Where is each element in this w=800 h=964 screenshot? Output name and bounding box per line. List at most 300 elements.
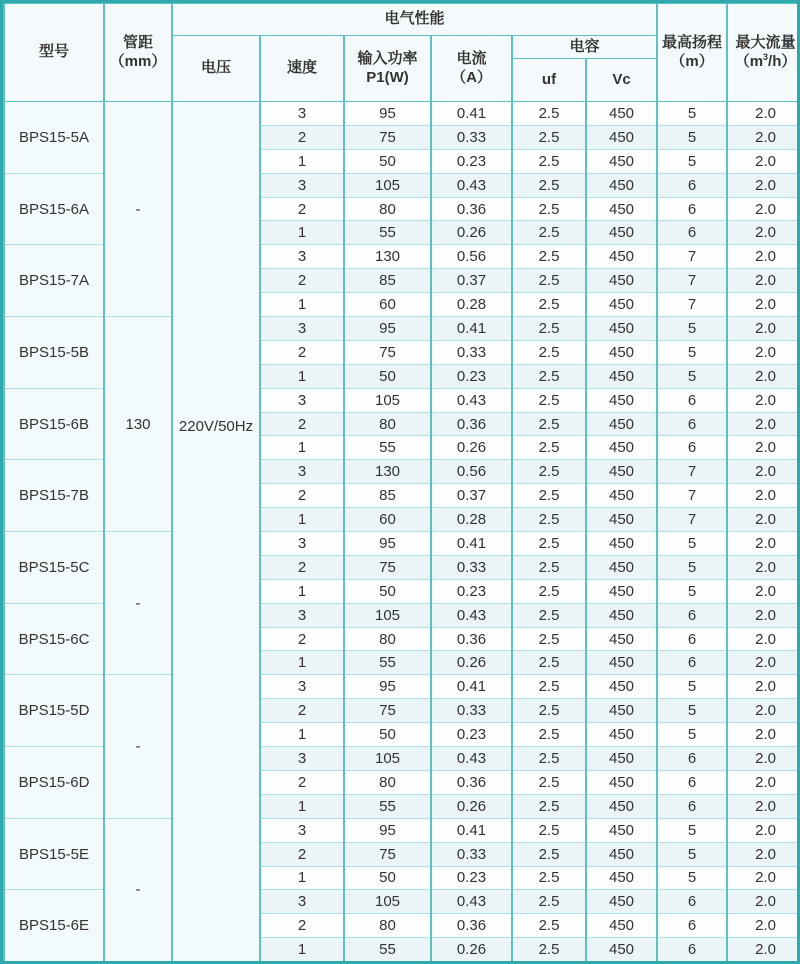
header-current-line2: （A） — [451, 68, 492, 86]
current-cell: 0.26 — [431, 221, 512, 245]
flow-cell: 2.0 — [727, 699, 800, 723]
vc-cell: 450 — [586, 412, 657, 436]
power-cell: 130 — [344, 460, 431, 484]
speed-cell: 2 — [260, 842, 344, 866]
speed-cell: 3 — [260, 532, 344, 556]
current-cell: 0.41 — [431, 532, 512, 556]
head-cell: 7 — [657, 293, 727, 317]
current-cell: 0.23 — [431, 364, 512, 388]
pipe-distance-cell: - — [104, 675, 172, 818]
vc-cell: 450 — [586, 532, 657, 556]
uf-cell: 2.5 — [512, 125, 586, 149]
head-cell: 6 — [657, 747, 727, 771]
header-model-label: 型号 — [38, 43, 69, 61]
voltage-cell: 220V/50Hz — [172, 102, 260, 962]
head-cell: 6 — [657, 627, 727, 651]
current-cell: 0.37 — [431, 484, 512, 508]
head-cell: 5 — [657, 149, 727, 173]
current-cell: 0.36 — [431, 197, 512, 221]
flow-cell: 2.0 — [727, 125, 800, 149]
uf-cell: 2.5 — [512, 938, 586, 962]
flow-cell: 2.0 — [727, 173, 800, 197]
uf-cell: 2.5 — [512, 747, 586, 771]
power-cell: 130 — [344, 245, 431, 269]
vc-cell: 450 — [586, 388, 657, 412]
uf-cell: 2.5 — [512, 221, 586, 245]
power-cell: 50 — [344, 723, 431, 747]
head-cell: 6 — [657, 221, 727, 245]
flow-cell: 2.0 — [727, 317, 800, 341]
vc-cell: 450 — [586, 794, 657, 818]
flow-cell: 2.0 — [727, 579, 800, 603]
pipe-distance-cell: - — [104, 532, 172, 675]
head-cell: 6 — [657, 890, 727, 914]
model-cell: BPS15-5A — [4, 102, 104, 174]
pump-spec-table — [3, 3, 800, 962]
speed-cell: 1 — [260, 651, 344, 675]
uf-cell: 2.5 — [512, 890, 586, 914]
flow-cell: 2.0 — [727, 532, 800, 556]
current-cell: 0.43 — [431, 173, 512, 197]
head-cell: 5 — [657, 102, 727, 126]
vc-cell: 450 — [586, 436, 657, 460]
power-cell: 50 — [344, 866, 431, 890]
head-cell: 5 — [657, 842, 727, 866]
current-cell: 0.33 — [431, 555, 512, 579]
header-current-line1: 电流 — [456, 49, 487, 67]
head-cell: 5 — [657, 818, 727, 842]
current-cell: 0.26 — [431, 938, 512, 962]
uf-cell: 2.5 — [512, 102, 586, 126]
power-cell: 75 — [344, 555, 431, 579]
flow-cell: 2.0 — [727, 627, 800, 651]
current-cell: 0.33 — [431, 340, 512, 364]
current-cell: 0.41 — [431, 102, 512, 126]
speed-cell: 3 — [260, 818, 344, 842]
vc-cell: 450 — [586, 245, 657, 269]
header-speed — [260, 36, 344, 102]
header-input-power-line1: 输入功率 — [357, 49, 418, 67]
vc-cell: 450 — [586, 173, 657, 197]
model-cell: BPS15-6A — [4, 173, 104, 245]
flow-cell: 2.0 — [727, 388, 800, 412]
uf-cell: 2.5 — [512, 317, 586, 341]
head-cell: 6 — [657, 770, 727, 794]
uf-cell: 2.5 — [512, 532, 586, 556]
head-cell: 6 — [657, 603, 727, 627]
model-cell: BPS15-5B — [4, 317, 104, 389]
header-input-power-line2: P1(W) — [366, 68, 409, 86]
uf-cell: 2.5 — [512, 364, 586, 388]
head-cell: 5 — [657, 699, 727, 723]
header-max-flow-line1: 最大流量 — [735, 33, 796, 51]
vc-cell: 450 — [586, 866, 657, 890]
vc-cell: 450 — [586, 197, 657, 221]
uf-cell: 2.5 — [512, 675, 586, 699]
flow-cell: 2.0 — [727, 102, 800, 126]
flow-cell: 2.0 — [727, 890, 800, 914]
speed-cell: 2 — [260, 340, 344, 364]
flow-cell: 2.0 — [727, 340, 800, 364]
speed-cell: 3 — [260, 388, 344, 412]
flow-cell: 2.0 — [727, 460, 800, 484]
pipe-distance-cell: - — [104, 102, 172, 317]
flow-cell: 2.0 — [727, 484, 800, 508]
head-cell: 7 — [657, 269, 727, 293]
power-cell: 75 — [344, 340, 431, 364]
speed-cell: 1 — [260, 938, 344, 962]
power-cell: 95 — [344, 317, 431, 341]
header-electrical-performance — [172, 4, 657, 36]
current-cell: 0.28 — [431, 293, 512, 317]
head-cell: 6 — [657, 914, 727, 938]
head-cell: 7 — [657, 460, 727, 484]
speed-cell: 2 — [260, 412, 344, 436]
head-cell: 6 — [657, 412, 727, 436]
flow-cell: 2.0 — [727, 747, 800, 771]
head-cell: 5 — [657, 866, 727, 890]
head-cell: 6 — [657, 197, 727, 221]
speed-cell: 2 — [260, 269, 344, 293]
vc-cell: 450 — [586, 484, 657, 508]
current-cell: 0.36 — [431, 914, 512, 938]
head-cell: 6 — [657, 651, 727, 675]
vc-cell: 450 — [586, 651, 657, 675]
current-cell: 0.33 — [431, 699, 512, 723]
uf-cell: 2.5 — [512, 436, 586, 460]
uf-cell: 2.5 — [512, 340, 586, 364]
power-cell: 105 — [344, 173, 431, 197]
uf-cell: 2.5 — [512, 460, 586, 484]
head-cell: 6 — [657, 938, 727, 962]
header-electrical-performance-label: 电气性能 — [384, 10, 445, 28]
vc-cell: 450 — [586, 125, 657, 149]
power-cell: 80 — [344, 914, 431, 938]
uf-cell: 2.5 — [512, 555, 586, 579]
uf-cell: 2.5 — [512, 412, 586, 436]
spec-row — [4, 102, 800, 126]
head-cell: 5 — [657, 340, 727, 364]
uf-cell: 2.5 — [512, 770, 586, 794]
current-cell: 0.56 — [431, 460, 512, 484]
speed-cell: 3 — [260, 173, 344, 197]
header-max-head-line2: （m） — [670, 52, 714, 70]
current-cell: 0.56 — [431, 245, 512, 269]
uf-cell: 2.5 — [512, 914, 586, 938]
head-cell: 6 — [657, 173, 727, 197]
vc-cell: 450 — [586, 221, 657, 245]
current-cell: 0.41 — [431, 317, 512, 341]
header-vc-label: Vc — [612, 70, 631, 88]
flow-cell: 2.0 — [727, 842, 800, 866]
power-cell: 55 — [344, 651, 431, 675]
uf-cell: 2.5 — [512, 579, 586, 603]
current-cell: 0.28 — [431, 508, 512, 532]
speed-cell: 1 — [260, 221, 344, 245]
spec-table-body — [4, 102, 800, 962]
speed-cell: 3 — [260, 603, 344, 627]
flow-cell: 2.0 — [727, 555, 800, 579]
current-cell: 0.26 — [431, 651, 512, 675]
speed-cell: 1 — [260, 866, 344, 890]
current-cell: 0.36 — [431, 627, 512, 651]
head-cell: 5 — [657, 579, 727, 603]
uf-cell: 2.5 — [512, 794, 586, 818]
current-cell: 0.36 — [431, 412, 512, 436]
header-capacitance — [512, 36, 657, 59]
speed-cell: 2 — [260, 627, 344, 651]
current-cell: 0.23 — [431, 723, 512, 747]
uf-cell: 2.5 — [512, 627, 586, 651]
power-cell: 105 — [344, 890, 431, 914]
vc-cell: 450 — [586, 699, 657, 723]
current-cell: 0.26 — [431, 436, 512, 460]
spec-row — [4, 317, 800, 341]
vc-cell: 450 — [586, 675, 657, 699]
header-current — [431, 36, 512, 102]
vc-cell: 450 — [586, 770, 657, 794]
power-cell: 55 — [344, 436, 431, 460]
speed-cell: 2 — [260, 125, 344, 149]
current-cell: 0.37 — [431, 269, 512, 293]
speed-cell: 3 — [260, 460, 344, 484]
vc-cell: 450 — [586, 747, 657, 771]
speed-cell: 1 — [260, 508, 344, 532]
current-cell: 0.33 — [431, 125, 512, 149]
flow-cell: 2.0 — [727, 269, 800, 293]
speed-cell: 2 — [260, 699, 344, 723]
model-cell: BPS15-5D — [4, 675, 104, 747]
header-voltage — [172, 36, 260, 102]
flow-cell: 2.0 — [727, 245, 800, 269]
vc-cell: 450 — [586, 555, 657, 579]
head-cell: 6 — [657, 436, 727, 460]
header-pipe-distance-line2: （mm） — [109, 52, 167, 70]
power-cell: 75 — [344, 125, 431, 149]
vc-cell: 450 — [586, 269, 657, 293]
power-cell: 60 — [344, 293, 431, 317]
flow-cell: 2.0 — [727, 914, 800, 938]
vc-cell: 450 — [586, 460, 657, 484]
current-cell: 0.43 — [431, 747, 512, 771]
cube-superscript: 3 — [763, 51, 769, 62]
vc-cell: 450 — [586, 102, 657, 126]
current-cell: 0.23 — [431, 579, 512, 603]
power-cell: 75 — [344, 699, 431, 723]
current-cell: 0.36 — [431, 770, 512, 794]
uf-cell: 2.5 — [512, 818, 586, 842]
uf-cell: 2.5 — [512, 388, 586, 412]
flow-cell: 2.0 — [727, 938, 800, 962]
power-cell: 55 — [344, 221, 431, 245]
power-cell: 95 — [344, 532, 431, 556]
head-cell: 5 — [657, 532, 727, 556]
uf-cell: 2.5 — [512, 723, 586, 747]
header-speed-label: 速度 — [286, 59, 317, 77]
speed-cell: 2 — [260, 484, 344, 508]
speed-cell: 1 — [260, 364, 344, 388]
vc-cell: 450 — [586, 938, 657, 962]
vc-cell: 450 — [586, 293, 657, 317]
flow-cell: 2.0 — [727, 412, 800, 436]
current-cell: 0.23 — [431, 149, 512, 173]
current-cell: 0.43 — [431, 388, 512, 412]
speed-cell: 2 — [260, 770, 344, 794]
pipe-distance-cell: 130 — [104, 317, 172, 532]
power-cell: 105 — [344, 388, 431, 412]
flow-cell: 2.0 — [727, 221, 800, 245]
flow-cell: 2.0 — [727, 723, 800, 747]
head-cell: 7 — [657, 245, 727, 269]
flow-cell: 2.0 — [727, 364, 800, 388]
spec-row — [4, 818, 800, 842]
speed-cell: 2 — [260, 914, 344, 938]
speed-cell: 3 — [260, 675, 344, 699]
header-max-flow-line2: $(m^3/h)$ — [734, 51, 797, 70]
speed-cell: 3 — [260, 317, 344, 341]
vc-cell: 450 — [586, 579, 657, 603]
power-cell: 60 — [344, 508, 431, 532]
current-cell: 0.41 — [431, 818, 512, 842]
vc-cell: 450 — [586, 317, 657, 341]
power-cell: 85 — [344, 269, 431, 293]
speed-cell: 3 — [260, 890, 344, 914]
spec-table-header — [4, 4, 800, 102]
uf-cell: 2.5 — [512, 149, 586, 173]
uf-cell: 2.5 — [512, 508, 586, 532]
spec-row — [4, 532, 800, 556]
head-cell: 6 — [657, 794, 727, 818]
speed-cell: 1 — [260, 436, 344, 460]
flow-cell: 2.0 — [727, 508, 800, 532]
head-cell: 5 — [657, 364, 727, 388]
current-cell: 0.33 — [431, 842, 512, 866]
vc-cell: 450 — [586, 723, 657, 747]
model-cell: BPS15-7A — [4, 245, 104, 317]
power-cell: 55 — [344, 938, 431, 962]
uf-cell: 2.5 — [512, 197, 586, 221]
flow-cell: 2.0 — [727, 651, 800, 675]
uf-cell: 2.5 — [512, 269, 586, 293]
speed-cell: 3 — [260, 747, 344, 771]
vc-cell: 450 — [586, 603, 657, 627]
power-cell: 85 — [344, 484, 431, 508]
vc-cell: 450 — [586, 890, 657, 914]
flow-cell: 2.0 — [727, 436, 800, 460]
speed-cell: 1 — [260, 794, 344, 818]
uf-cell: 2.5 — [512, 699, 586, 723]
vc-cell: 450 — [586, 914, 657, 938]
model-cell: BPS15-6D — [4, 747, 104, 819]
spec-row — [4, 675, 800, 699]
head-cell: 5 — [657, 675, 727, 699]
head-cell: 5 — [657, 317, 727, 341]
power-cell: 80 — [344, 197, 431, 221]
header-max-head — [657, 4, 727, 102]
current-cell: 0.23 — [431, 866, 512, 890]
current-cell: 0.41 — [431, 675, 512, 699]
model-cell: BPS15-5C — [4, 532, 104, 604]
uf-cell: 2.5 — [512, 603, 586, 627]
power-cell: 50 — [344, 579, 431, 603]
power-cell: 105 — [344, 603, 431, 627]
flow-cell: 2.0 — [727, 675, 800, 699]
power-cell: 80 — [344, 412, 431, 436]
flow-cell: 2.0 — [727, 794, 800, 818]
uf-cell: 2.5 — [512, 245, 586, 269]
model-cell: BPS15-6B — [4, 388, 104, 460]
flow-cell: 2.0 — [727, 149, 800, 173]
head-cell: 6 — [657, 388, 727, 412]
flow-cell: 2.0 — [727, 770, 800, 794]
power-cell: 75 — [344, 842, 431, 866]
vc-cell: 450 — [586, 842, 657, 866]
head-cell: 5 — [657, 555, 727, 579]
uf-cell: 2.5 — [512, 173, 586, 197]
header-voltage-label: 电压 — [200, 59, 231, 77]
model-cell: BPS15-7B — [4, 460, 104, 532]
vc-cell: 450 — [586, 340, 657, 364]
uf-cell: 2.5 — [512, 484, 586, 508]
vc-cell: 450 — [586, 627, 657, 651]
vc-cell: 450 — [586, 508, 657, 532]
speed-cell: 2 — [260, 197, 344, 221]
model-cell: BPS15-6C — [4, 603, 104, 675]
power-cell: 50 — [344, 364, 431, 388]
header-capacitance-label: 电容 — [569, 37, 600, 55]
power-cell: 95 — [344, 818, 431, 842]
pipe-distance-cell: - — [104, 818, 172, 961]
current-cell: 0.43 — [431, 890, 512, 914]
speed-cell: 1 — [260, 579, 344, 603]
head-cell: 7 — [657, 484, 727, 508]
header-max-flow — [727, 4, 800, 102]
power-cell: 105 — [344, 747, 431, 771]
power-cell: 95 — [344, 102, 431, 126]
header-capacitance-vc — [586, 59, 657, 102]
speed-cell: 2 — [260, 555, 344, 579]
vc-cell: 450 — [586, 149, 657, 173]
uf-cell: 2.5 — [512, 651, 586, 675]
flow-cell: 2.0 — [727, 293, 800, 317]
power-cell: 95 — [344, 675, 431, 699]
speed-cell: 3 — [260, 245, 344, 269]
flow-cell: 2.0 — [727, 197, 800, 221]
header-max-head-line1: 最高扬程 — [662, 33, 723, 51]
vc-cell: 450 — [586, 818, 657, 842]
header-model — [4, 4, 104, 102]
uf-cell: 2.5 — [512, 866, 586, 890]
header-pipe-distance-line1: 管距 — [122, 33, 153, 51]
header-pipe-distance — [104, 4, 172, 102]
power-cell: 80 — [344, 627, 431, 651]
power-cell: 50 — [344, 149, 431, 173]
header-input-power — [344, 36, 431, 102]
model-cell: BPS15-6E — [4, 890, 104, 962]
speed-cell: 3 — [260, 102, 344, 126]
speed-cell: 1 — [260, 149, 344, 173]
flow-cell: 2.0 — [727, 603, 800, 627]
model-cell: BPS15-5E — [4, 818, 104, 890]
power-cell: 80 — [344, 770, 431, 794]
current-cell: 0.43 — [431, 603, 512, 627]
uf-cell: 2.5 — [512, 842, 586, 866]
current-cell: 0.26 — [431, 794, 512, 818]
header-capacitance-uf — [512, 59, 586, 102]
head-cell: 5 — [657, 125, 727, 149]
flow-cell: 2.0 — [727, 818, 800, 842]
head-cell: 5 — [657, 723, 727, 747]
